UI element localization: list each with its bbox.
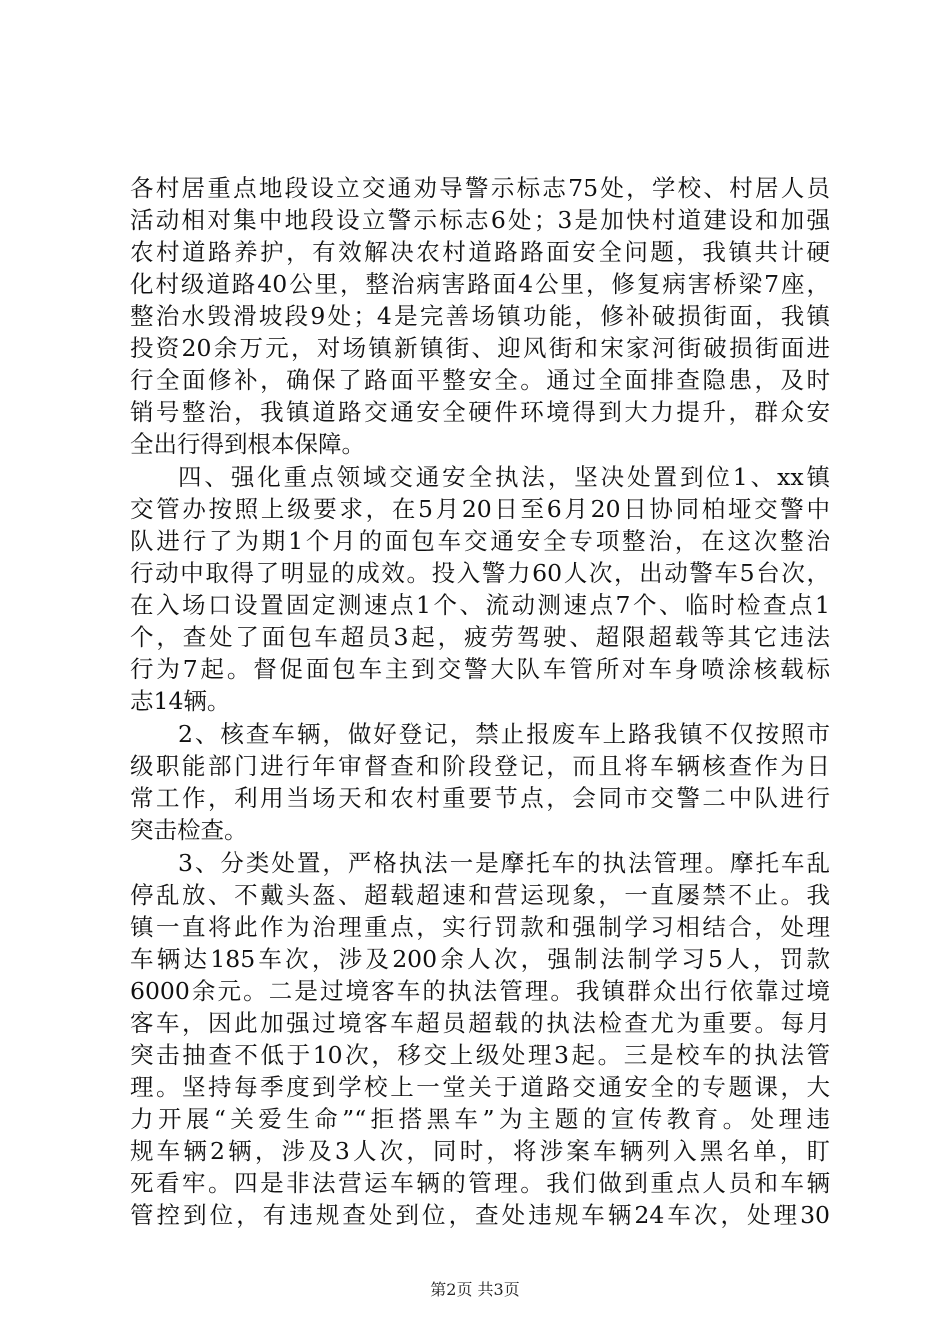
text-line: 交管办按照上级要求，在5月20日至6月20日协同柏垭交警中 [130,495,830,523]
text-line: 各村居重点地段设立交通劝导警示标志75处，学校、村居人员 [130,174,830,202]
text-line: 理。坚持每季度到学校上一堂关于道路交通安全的专题课，大 [130,1073,830,1101]
text-line: 规车辆2辆，涉及3人次，同时，将涉案车辆列入黑名单，盯 [130,1137,830,1165]
paragraph-start-line: 2、核查车辆，做好登记，禁止报废车上路我镇不仅按照市 [178,720,830,748]
text-line: 活动相对集中地段设立警示标志6处；3是加快村道建设和加强 [130,206,830,234]
text-line: 行全面修补，确保了路面平整安全。通过全面排查隐患，及时 [130,366,830,394]
text-line: 突击抽查不低于10次，移交上级处理3起。三是校车的执法管 [130,1041,830,1069]
text-line: 个，查处了面包车超员3起，疲劳驾驶、超限超载等其它违法 [130,623,830,651]
text-line: 全出行得到根本保障。 [130,430,365,458]
text-line: 在入场口设置固定测速点1个、流动测速点7个、临时检查点1 [130,591,830,619]
text-line: 级职能部门进行年审督查和阶段登记，而且将车辆核查作为日 [130,752,830,780]
text-line: 镇一直将此作为治理重点，实行罚款和强制学习相结合，处理 [130,913,830,941]
text-line: 常工作，利用当场天和农村重要节点，会同市交警二中队进行 [130,784,830,812]
text-line: 行动中取得了明显的成效。投入警力60人次，出动警车5台次， [130,559,830,587]
text-line: 投资20余万元，对场镇新镇街、迎风街和宋家河街破损街面进 [130,334,830,362]
text-line: 6000余元。二是过境客车的执法管理。我镇群众出行依靠过境 [130,977,830,1005]
text-line: 车辆达185车次，涉及200余人次，强制法制学习5人，罚款 [130,945,830,973]
text-line: 队进行了为期1个月的面包车交通安全专项整治，在这次整治 [130,527,830,555]
text-line: 农村道路养护，有效解决农村道路路面安全问题，我镇共计硬 [130,238,830,266]
text-line: 力开展“关爱生命”“拒搭黑车”为主题的宣传教育。处理违 [130,1105,830,1133]
text-line: 行为7起。督促面包车主到交警大队车管所对车身喷涂核载标 [130,655,830,683]
text-line: 整治水毁滑坡段9处；4是完善场镇功能，修补破损街面，我镇 [130,302,830,330]
paragraph-start-line: 3、分类处置，严格执法一是摩托车的执法管理。摩托车乱 [178,849,830,877]
text-line: 客车，因此加强过境客车超员超载的执法检查尤为重要。每月 [130,1009,830,1037]
text-line: 突击检查。 [130,816,248,844]
text-line: 管控到位，有违规查处到位，查处违规车辆24车次，处理30 [130,1201,830,1229]
text-line: 停乱放、不戴头盔、超载超速和营运现象，一直屡禁不止。我 [130,881,830,909]
text-line: 销号整治，我镇道路交通安全硬件环境得到大力提升，群众安 [130,398,830,426]
text-line: 死看牢。四是非法营运车辆的管理。我们做到重点人员和车辆 [130,1169,830,1197]
page-number-footer: 第2页 共3页 [430,1280,520,1299]
paragraph-heading-line: 四、强化重点领域交通安全执法，坚决处置到位1、xx镇 [178,463,830,491]
text-line: 化村级道路40公里，整治病害路面4公里，修复病害桥梁7座， [130,270,830,298]
text-line: 志14辆。 [130,687,231,715]
